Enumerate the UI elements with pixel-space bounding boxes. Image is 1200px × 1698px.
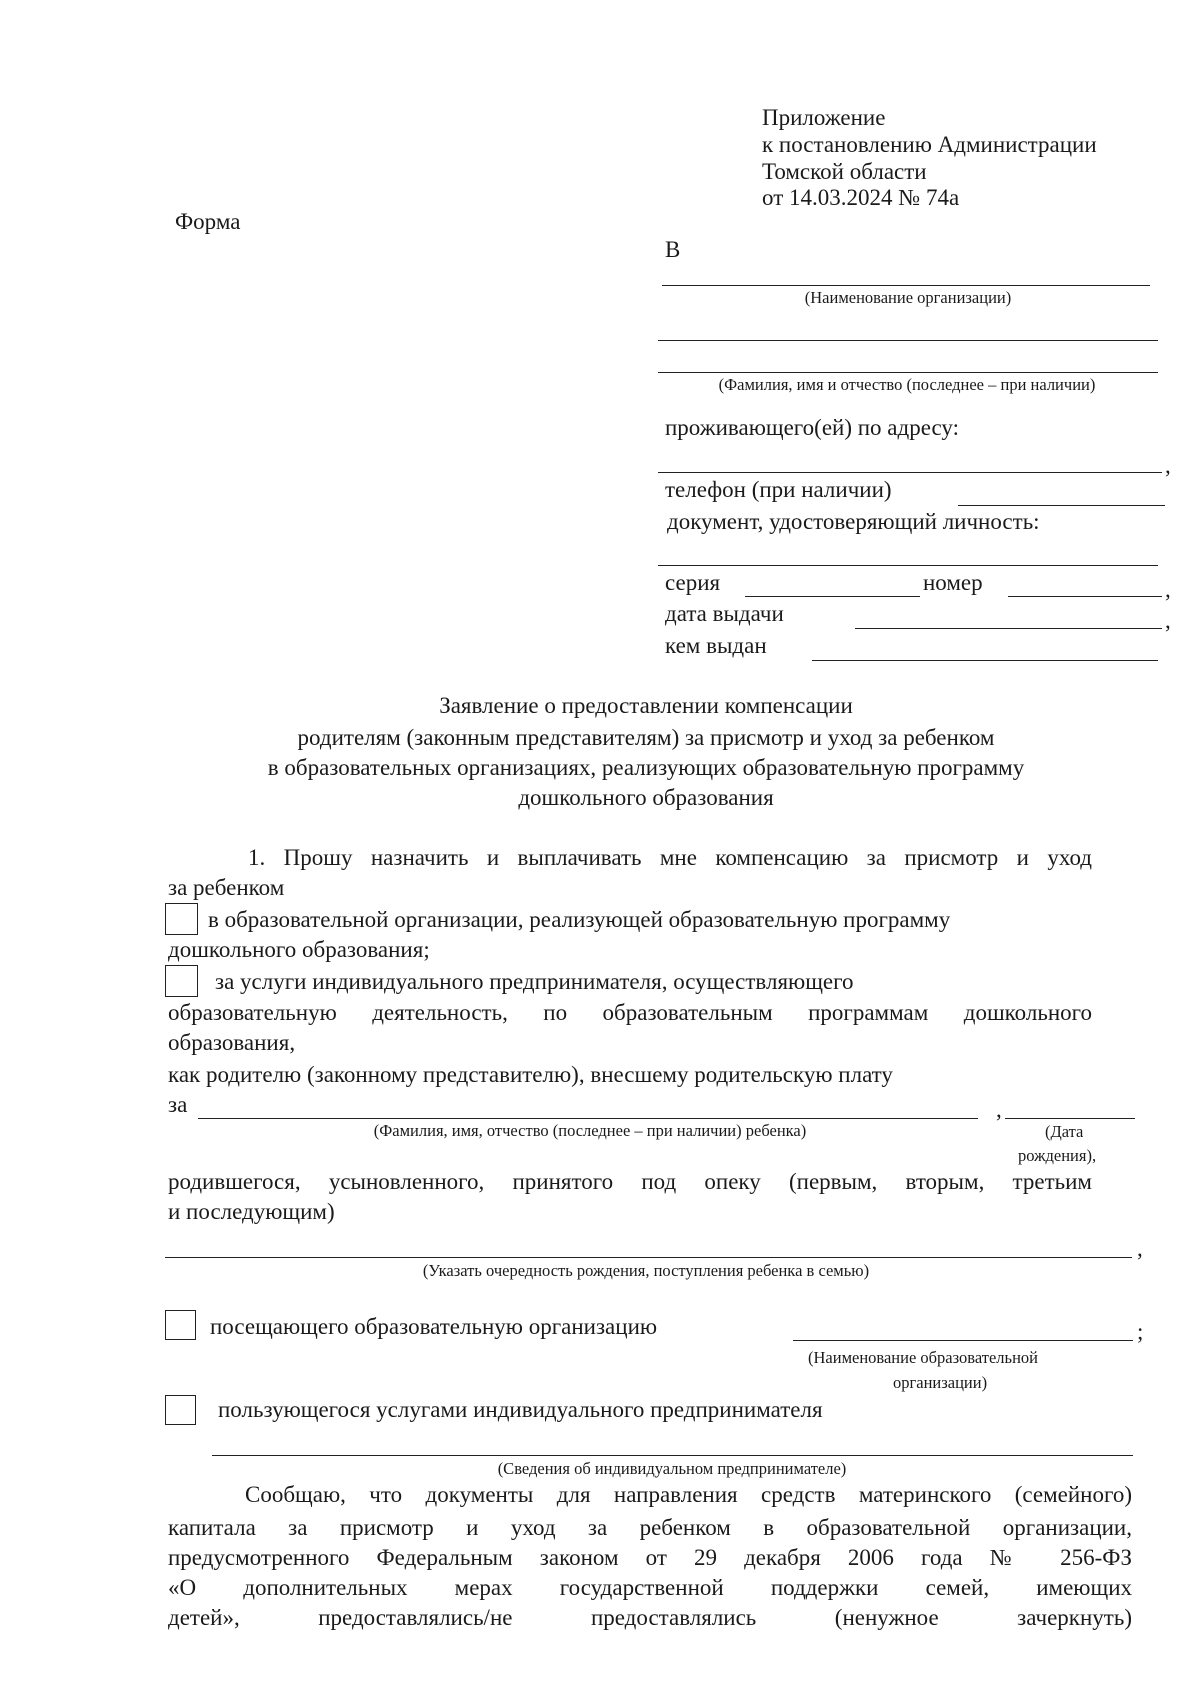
paragraph-line-1: Сообщаю, что документы для направления средств материнского (семейного) <box>245 1482 1132 1507</box>
option-ip-line-2: образовательную деятельность, по образовательным программам дошкольного <box>168 1000 1092 1025</box>
birth-date-line[interactable] <box>1005 1118 1135 1119</box>
paragraph-line-4: «О дополнительных мерах государственной поддержки семей, имеющих <box>168 1575 1132 1600</box>
issue-date-comma: , <box>1165 608 1171 633</box>
title-line-2: родителям (законным представителям) за присмотр и уход за ребенком <box>297 725 995 750</box>
using-ip-label: пользующегося услугами индивидуального предпринимателя <box>218 1397 823 1422</box>
title-line-4: дошкольного образования <box>518 785 774 810</box>
ip-info-caption: (Сведения об индивидуальном предпринимателе) <box>497 1459 847 1478</box>
series-line[interactable] <box>745 596 920 597</box>
series-label: серия <box>665 570 721 595</box>
appendix-line-2: к постановлению Администрации <box>762 132 1097 157</box>
edu-org-caption-1: (Наименование образовательной <box>808 1348 1038 1367</box>
option-edu-org-line-1: в образовательной организации, реализующей образовательную программу <box>208 907 951 932</box>
using-ip-checkbox[interactable] <box>165 1395 196 1425</box>
option-edu-org-line-2: дошкольного образования; <box>168 937 430 962</box>
org-name-caption: (Наименование организации) <box>804 288 1012 307</box>
attending-org-label: посещающего образовательную организацию <box>210 1314 658 1339</box>
option-ip-line-3: образования, <box>168 1030 296 1055</box>
org-name-line[interactable] <box>662 285 1150 286</box>
address-line[interactable] <box>658 472 1162 473</box>
title-line-1: Заявление о предоставлении компенсации <box>439 693 853 718</box>
child-name-line[interactable] <box>198 1118 978 1119</box>
ip-info-line[interactable] <box>212 1455 1133 1456</box>
birth-order-comma: , <box>1137 1236 1143 1261</box>
parent-line: как родителю (законному представителю), внесшему родительскую плату <box>168 1062 893 1087</box>
item1-line-2: за ребенком <box>168 875 285 900</box>
option-ip-checkbox[interactable] <box>165 965 198 997</box>
option-edu-org-checkbox[interactable] <box>165 903 198 935</box>
issue-date-line[interactable] <box>855 628 1162 629</box>
edu-org-caption-2: организации) <box>893 1373 988 1392</box>
child-name-comma: , <box>996 1097 1002 1122</box>
child-name-caption: (Фамилия, имя, отчество (последнее – при наличии) ребенка) <box>373 1121 807 1140</box>
for-label: за <box>168 1092 188 1117</box>
paragraph-line-3: предусмотренного Федеральным законом от 29 декабря 2006 года № 256-ФЗ <box>168 1545 1132 1570</box>
appendix-line-1: Приложение <box>762 105 886 130</box>
address-comma: , <box>1165 453 1171 478</box>
number-comma: , <box>1165 577 1171 602</box>
addressee-prefix: В <box>665 237 681 262</box>
appendix-line-3: Томской области <box>762 159 927 184</box>
option-ip-line-1: за услуги индивидуального предпринимателя, осуществляющего <box>215 969 854 994</box>
issued-by-line[interactable] <box>812 660 1158 661</box>
born-line-1: родившегося, усыновленного, принятого под опеку (первым, вторым, третьим <box>168 1169 1092 1194</box>
address-label: проживающего(ей) по адресу: <box>665 415 959 440</box>
id-document-label: документ, удостоверяющий личность: <box>667 509 1040 534</box>
born-line-2: и последующим) <box>168 1199 335 1224</box>
birth-order-line[interactable] <box>165 1257 1132 1258</box>
issue-date-label: дата выдачи <box>665 601 784 626</box>
phone-label: телефон (при наличии) <box>665 477 892 502</box>
edu-org-semicolon: ; <box>1137 1319 1144 1344</box>
paragraph-line-2: капитала за присмотр и уход за ребенком в образовательной организации, <box>168 1515 1132 1540</box>
title-line-3: в образовательных организациях, реализующих образовательную программу <box>267 755 1025 780</box>
fio-line-1[interactable] <box>658 340 1158 341</box>
birth-date-caption-1: (Дата <box>1045 1122 1084 1141</box>
number-label: номер <box>923 570 983 595</box>
item1-line-1: 1. Прошу назначить и выплачивать мне компенсацию за присмотр и уход <box>248 845 1092 870</box>
paragraph-line-5: детей», предоставлялись/не предоставлялись (ненужное зачеркнуть) <box>168 1605 1132 1630</box>
issued-by-label: кем выдан <box>665 633 767 658</box>
fio-line-2[interactable] <box>658 372 1158 373</box>
fio-caption: (Фамилия, имя и отчество (последнее – при наличии) <box>718 375 1096 394</box>
attending-org-checkbox[interactable] <box>165 1310 196 1340</box>
birth-order-caption: (Указать очередность рождения, поступления ребенка в семью) <box>422 1261 870 1280</box>
id-document-line[interactable] <box>658 565 1158 566</box>
number-line[interactable] <box>1008 596 1162 597</box>
edu-org-name-line[interactable] <box>793 1340 1133 1341</box>
appendix-line-4: от 14.03.2024 № 74а <box>762 185 960 210</box>
birth-date-caption-2: рождения), <box>1018 1146 1097 1165</box>
form-label: Форма <box>175 209 241 234</box>
phone-line[interactable] <box>958 505 1165 506</box>
